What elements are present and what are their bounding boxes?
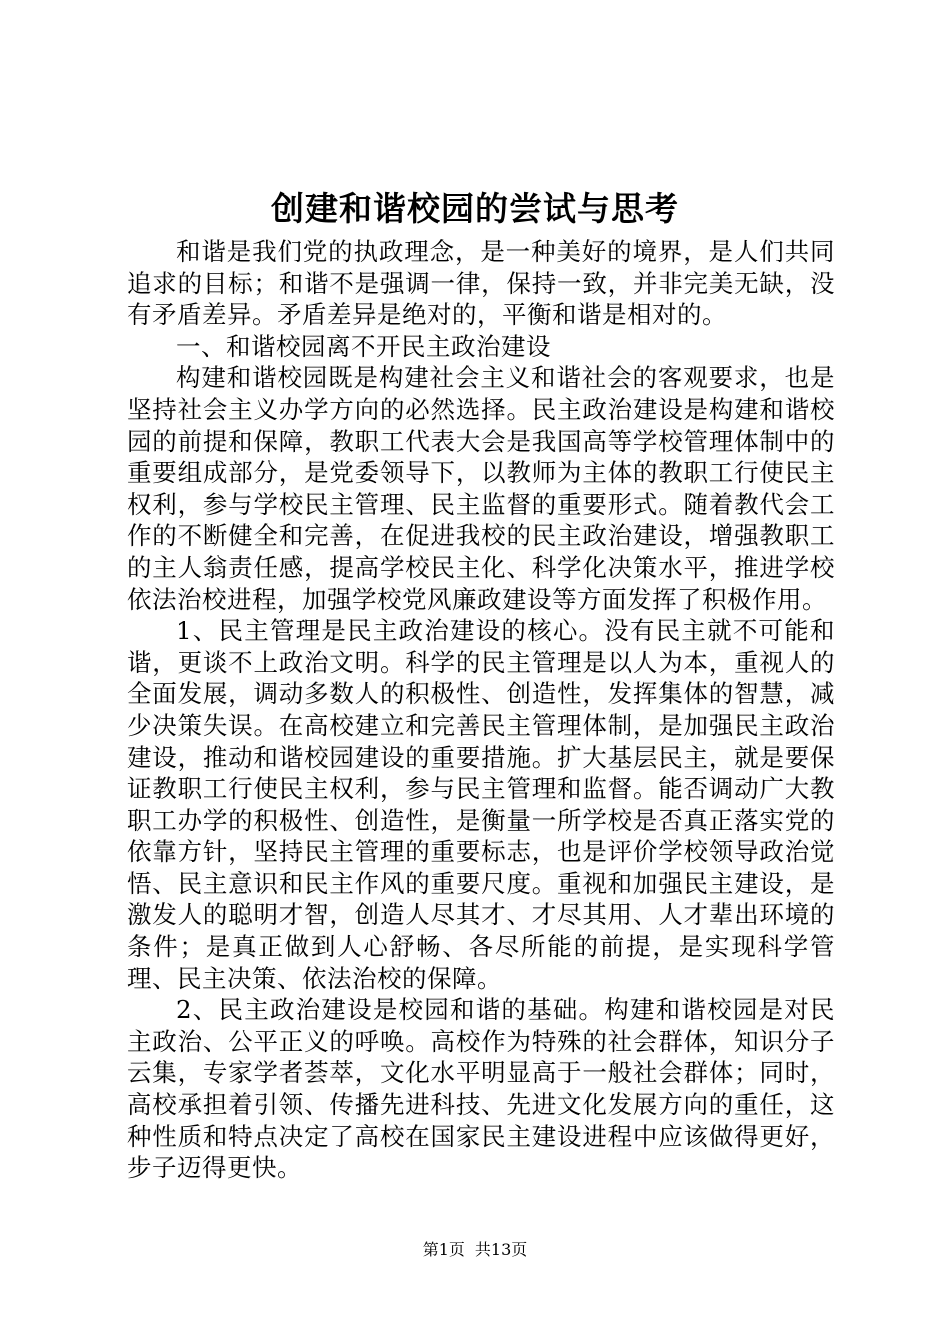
page-total: 共13页: [474, 1240, 528, 1259]
body-paragraph: 1、民主管理是民主政治建设的核心。没有民主就不可能和谐，更谈不上政治文明。科学的民主管理是以人为本，重视人的全面发展，调动多数人的积极性、创造性，发挥集体的智慧，减少决策失误。在高校建立和完善民主管理体制，是加强民主政治建设，推动和谐校园建设的重要措施。扩大基层民主，就是要保证教职工行使民主权利，参与民主管理和监督。能否调动广大教职工办学的积极性、创造性，是衡量一所学校是否真正落实党的依靠方针，坚持民主管理的重要标志，也是评价学校领导政治觉悟、民主意识和民主作风的重要尺度。重视和加强民主建设，是激发人的聪明才智，创造人尽其才、才尽其用、人才辈出环境的条件；是真正做到人心舒畅、各尽所能的前提，是实现科学管理、民主决策、依法治校的保障。: [127, 616, 835, 993]
body-paragraph: 2、民主政治建设是校园和谐的基础。构建和谐校园是对民主政治、公平正义的呼唤。高校作为特殊的社会群体，知识分子云集，专家学者荟萃，文化水平明显高于一般社会群体；同时，高校承担着引领、传播先进科技、先进文化发展方向的重任，这种性质和特点决定了高校在国家民主建设进程中应该做得更好，步子迈得更快。: [127, 995, 835, 1183]
page-number: 第1页: [422, 1240, 465, 1259]
body-paragraph: 构建和谐校园既是构建社会主义和谐社会的客观要求，也是坚持社会主义办学方向的必然选择。民主政治建设是构建和谐校园的前提和保障，教职工代表大会是我国高等学校管理体制中的重要组成部分，是党委领导下，以教师为主体的教职工行使民主权利，参与学校民主管理、民主监督的重要形式。随着教代会工作的不断健全和完善，在促进我校的民主政治建设，增强教职工的主人翁责任感，提高学校民主化、科学化决策水平，推进学校依法治校进程，加强学校党风廉政建设等方面发挥了积极作用。: [127, 363, 835, 614]
section-heading: 一、和谐校园离不开民主政治建设: [176, 331, 551, 361]
intro-paragraph: 和谐是我们党的执政理念，是一种美好的境界，是人们共同追求的目标；和谐不是强调一律，保持一致，并非完美无缺，没有矛盾差异。矛盾差异是绝对的，平衡和谐是相对的。: [127, 237, 835, 330]
document-title: 创建和谐校园的尝试与思考: [271, 189, 679, 228]
document-body: [127, 236, 835, 1184]
page-footer: [0, 1238, 950, 1262]
